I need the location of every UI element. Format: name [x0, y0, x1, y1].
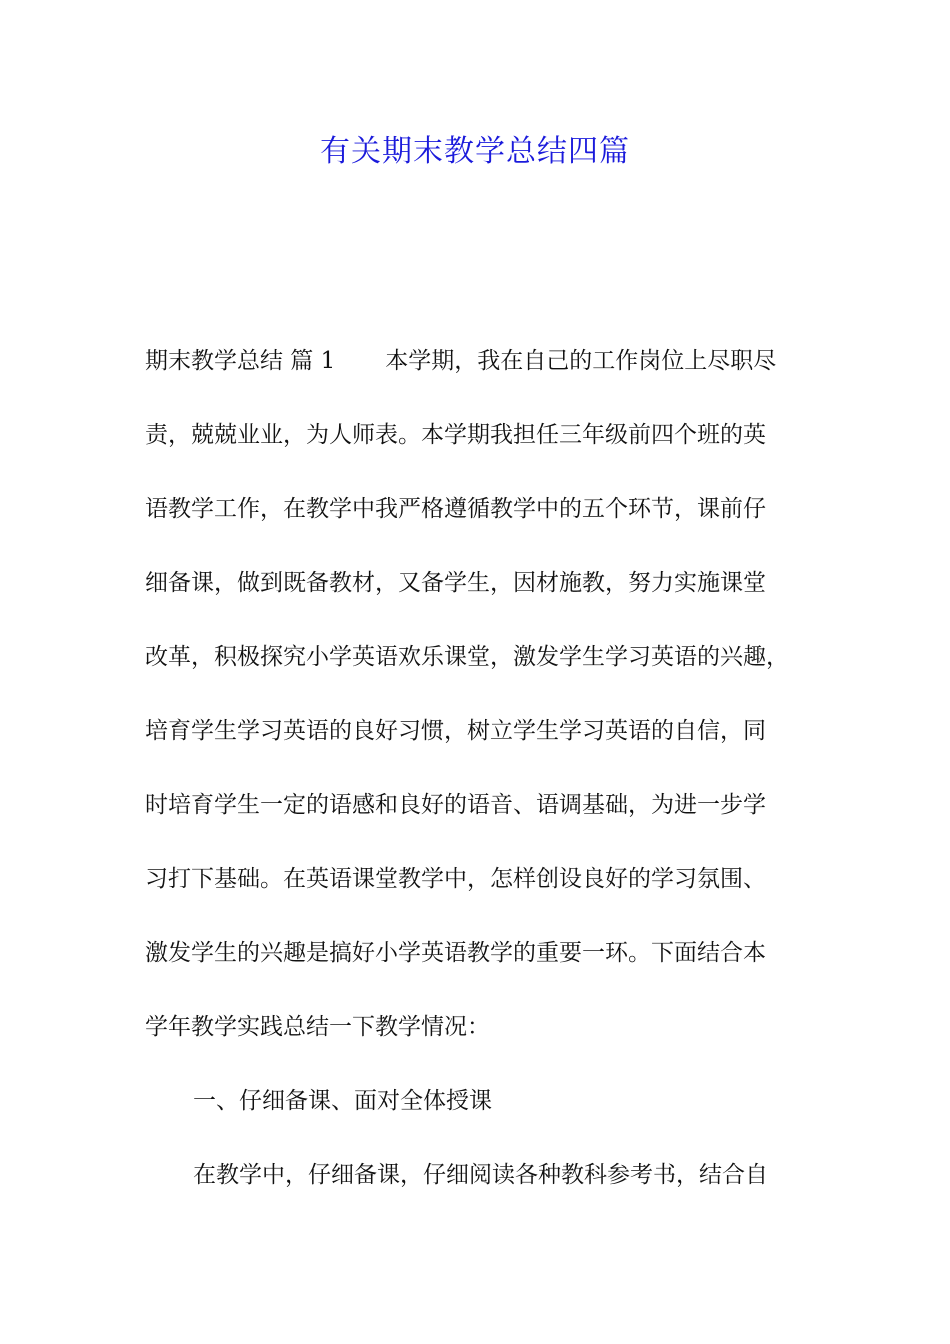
paragraph-line: 习打下基础。在英语课堂教学中，怎样创设良好的学习氛围、: [145, 866, 766, 892]
subsection-heading: 一、仔细备课、面对全体授课: [193, 1088, 492, 1114]
paragraph-line: 改革，积极探究小学英语欢乐课堂，激发学生学习英语的兴趣，: [145, 644, 789, 670]
paragraph-line: 在教学中，仔细备课，仔细阅读各种教科参考书，结合自: [193, 1162, 768, 1188]
paragraph-line: 责，兢兢业业，为人师表。本学期我担任三年级前四个班的英: [145, 422, 766, 448]
paragraph-line: 学年教学实践总结一下教学情况：: [145, 1014, 490, 1040]
paragraph-line: 激发学生的兴趣是搞好小学英语教学的重要一环。下面结合本: [145, 940, 766, 966]
document-body: [145, 338, 810, 1226]
paragraph-line: 语教学工作，在教学中我严格遵循教学中的五个环节，课前仔: [145, 496, 766, 522]
document-title: 有关期末教学总结四篇: [320, 134, 630, 169]
paragraph-line: 培育学生学习英语的良好习惯，树立学生学习英语的自信，同: [145, 718, 766, 744]
paragraph-line: 细备课，做到既备教材，又备学生，因材施教，努力实施课堂: [145, 570, 766, 596]
line-text: 本学期，我在自己的工作岗位上尽职尽: [385, 348, 777, 374]
section-heading: 期末教学总结 篇 1: [145, 348, 336, 374]
paragraph-line: [145, 338, 810, 412]
paragraph-line: 时培育学生一定的语感和良好的语音、语调基础，为进一步学: [145, 792, 766, 818]
